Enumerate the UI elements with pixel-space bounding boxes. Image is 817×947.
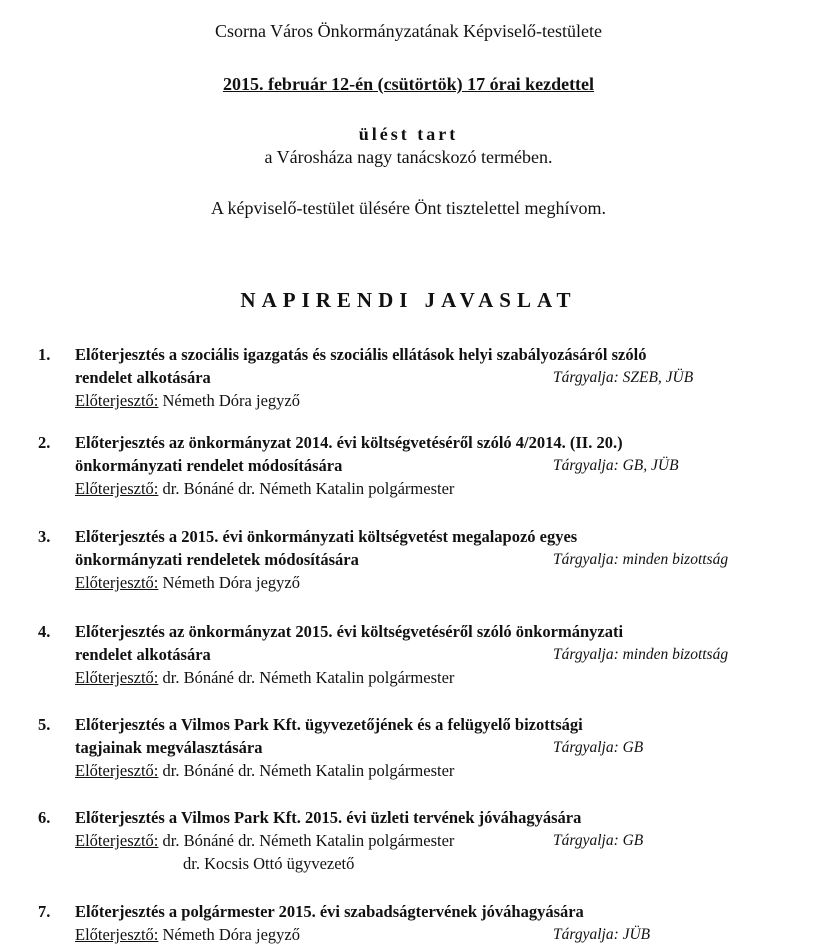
agenda-item-title-line2: rendelet alkotására (75, 645, 211, 664)
presenter-name-2: dr. Kocsis Ottó ügyvezető (183, 854, 355, 873)
meeting-location: a Városháza nagy tanácskozó termében. (264, 147, 553, 167)
agenda-item-number: 1. (38, 345, 51, 364)
presenter-line (75, 571, 300, 594)
presenter-line (75, 829, 454, 852)
discussed-by: Tárgyalja: GB, JÜB (553, 457, 679, 474)
agenda-item-title-line1: Előterjesztés az önkormányzat 2015. évi költségvetéséről szóló önkormányzati (75, 622, 624, 641)
presenter-name: dr. Bónáné dr. Németh Katalin polgármester (162, 479, 455, 498)
presenter-line (75, 759, 454, 782)
agenda-item-title-line2: rendelet alkotására (75, 368, 211, 387)
agenda-item-title-line1: Előterjesztés a szociális igazgatás és szociális ellátások helyi szabályozásáról szóló (75, 345, 647, 364)
agenda-title: NAPIRENDI JAVASLAT (240, 288, 577, 312)
presenter-label: Előterjesztő: (75, 573, 159, 592)
agenda-item-title-line2: önkormányzati rendeletek módosítására (75, 550, 359, 569)
discussed-by: Tárgyalja: minden bizottság (553, 551, 729, 568)
agenda-item-number: 2. (38, 433, 51, 452)
presenter-label: Előterjesztő: (75, 479, 159, 498)
agenda-item-number: 5. (38, 715, 51, 734)
agenda-item-title-line2: önkormányzati rendelet módosítására (75, 456, 343, 475)
presenter-label: Előterjesztő: (75, 761, 159, 780)
presenter-line (75, 477, 454, 500)
discussed-by: Tárgyalja: JÜB (553, 926, 651, 943)
presenter-name: dr. Bónáné dr. Németh Katalin polgármester (162, 761, 455, 780)
presenter-name: Németh Dóra jegyző (162, 573, 300, 592)
presenter-name: Németh Dóra jegyző (162, 925, 300, 944)
presenter-name: dr. Bónáné dr. Németh Katalin polgármester (162, 668, 455, 687)
presenter-name: Németh Dóra jegyző (162, 391, 300, 410)
presenter-label: Előterjesztő: (75, 925, 159, 944)
discussed-by: Tárgyalja: GB (553, 739, 644, 756)
invitation-sentence: A képviselő-testület ülésére Önt tisztelettel meghívom. (211, 198, 606, 218)
agenda-item-number: 4. (38, 622, 51, 641)
agenda-item-number: 7. (38, 902, 51, 921)
agenda-item-title-line1: Előterjesztés az önkormányzat 2014. évi költségvetéséről szóló 4/2014. (II. 20.) (75, 433, 623, 452)
agenda-item-number: 6. (38, 808, 51, 827)
presenter-label: Előterjesztő: (75, 391, 159, 410)
agenda-item-title-line1: Előterjesztés a Vilmos Park Kft. 2015. évi üzleti tervének jóváhagyására (75, 808, 582, 827)
presenter-line (75, 923, 300, 946)
discussed-by: Tárgyalja: SZEB, JÜB (553, 369, 694, 386)
presenter-name: dr. Bónáné dr. Németh Katalin polgármester (162, 831, 455, 850)
presenter-label: Előterjesztő: (75, 668, 159, 687)
meeting-announcement: ülést tart (358, 124, 459, 144)
discussed-by: Tárgyalja: GB (553, 832, 644, 849)
presenter-line (75, 389, 300, 412)
discussed-by: Tárgyalja: minden bizottság (553, 646, 729, 663)
presenter-label: Előterjesztő: (75, 831, 159, 850)
meeting-date: 2015. február 12-én (csütörtök) 17 órai kezdettel (222, 74, 595, 94)
agenda-item-title-line1: Előterjesztés a 2015. évi önkormányzati költségvetést megalapozó egyes (75, 527, 578, 546)
agenda-item-number: 3. (38, 527, 51, 546)
agenda-item-title-line1: Előterjesztés a Vilmos Park Kft. ügyvezetőjének és a felügyelő bizottsági (75, 715, 583, 734)
presenter-line (75, 666, 454, 689)
council-name: Csorna Város Önkormányzatának Képviselő-testülete (214, 21, 603, 41)
agenda-item-title-line2: tagjainak megválasztására (75, 738, 263, 757)
agenda-item-title-line1: Előterjesztés a polgármester 2015. évi szabadságtervének jóváhagyására (75, 902, 584, 921)
